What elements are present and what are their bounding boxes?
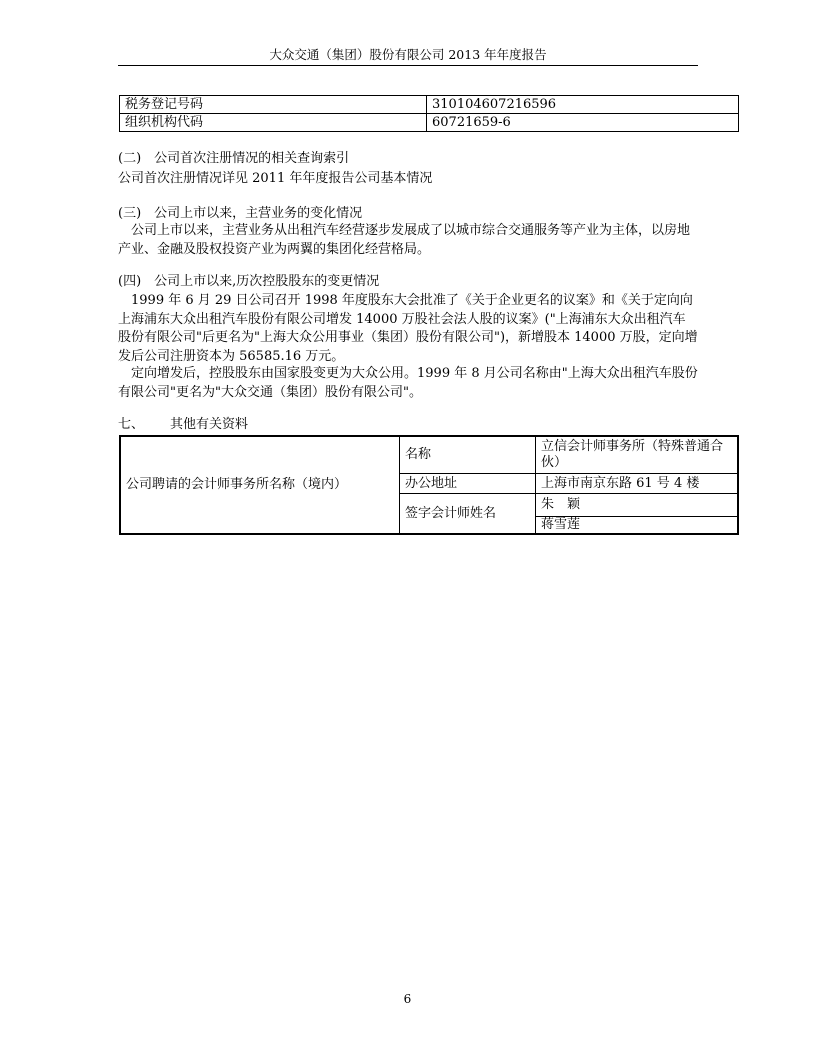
- signing-accountant-1: 朱 颖: [536, 494, 739, 517]
- section-4-paragraph-1: 1999 年 6 月 29 日公司召开 1998 年度股东大会批准了《关于企业更名的议案》和《关于定向向上海浦东大众出租汽车股份有限公司增发 14000 万股社会法人股的议案》("上海浦东大众出租汽车股份有限公司"后更名为"上海大众公用事业（集团）股份有限公司")，新增股本 14000 万股，定向增发后公司注册资本为 56585.16 万元。: [118, 293, 698, 364]
- section-3-body: 公司上市以来，主营业务从出租汽车经营逐步发展成了以城市综合交通服务等产业为主体，以房地产业、金融及股权投资产业为两翼的集团化经营格局。: [118, 223, 691, 257]
- tax-registration-label: 税务登记号码: [120, 96, 427, 114]
- table-row: [120, 436, 738, 474]
- section-4-paragraph-2: 定向增发后，控股股东由国家股变更为大众公用。1999 年 8 月公司名称由"上海大众出租汽车股份有限公司"更名为"大众交通（集团）股份有限公司"。: [118, 366, 698, 400]
- section-7-heading: [118, 417, 248, 433]
- signing-accountant-2: 蒋雪莲: [536, 517, 739, 535]
- office-address-value: 上海市南京东路 61 号 4 楼: [536, 474, 739, 494]
- section-7-number: 七、: [118, 417, 145, 432]
- section-3-heading: (三) 公司上市以来，主营业务的变化情况: [118, 206, 363, 221]
- accounting-firm-table: [119, 435, 739, 535]
- office-address-label: 办公地址: [400, 474, 536, 494]
- section-7-title: 其他有关资料: [170, 417, 249, 432]
- firm-name-value: 立信会计师事务所（特殊普通合伙）: [536, 436, 739, 474]
- section-2-heading: (二) 公司首次注册情况的相关查询索引: [118, 151, 350, 166]
- firm-name-label: 名称: [400, 436, 536, 474]
- tax-registration-value: 310104607216596: [427, 96, 739, 114]
- organization-code-label: 组织机构代码: [120, 114, 427, 132]
- registration-table: [119, 95, 739, 132]
- header-divider: [118, 65, 698, 66]
- signing-accountant-label: 签字会计师姓名: [400, 494, 536, 535]
- accounting-firm-label: 公司聘请的会计师事务所名称（境内）: [120, 436, 400, 534]
- table-row: [120, 96, 739, 114]
- section-4-heading: (四) 公司上市以来,历次控股股东的变更情况: [118, 274, 380, 289]
- report-header-title: 大众交通（集团）股份有限公司 2013 年年度报告: [269, 47, 547, 62]
- page-number: 6: [403, 992, 412, 1006]
- section-2-body: 公司首次注册情况详见 2011 年年度报告公司基本情况: [118, 171, 433, 186]
- organization-code-value: 60721659-6: [427, 114, 739, 132]
- table-row: [120, 114, 739, 132]
